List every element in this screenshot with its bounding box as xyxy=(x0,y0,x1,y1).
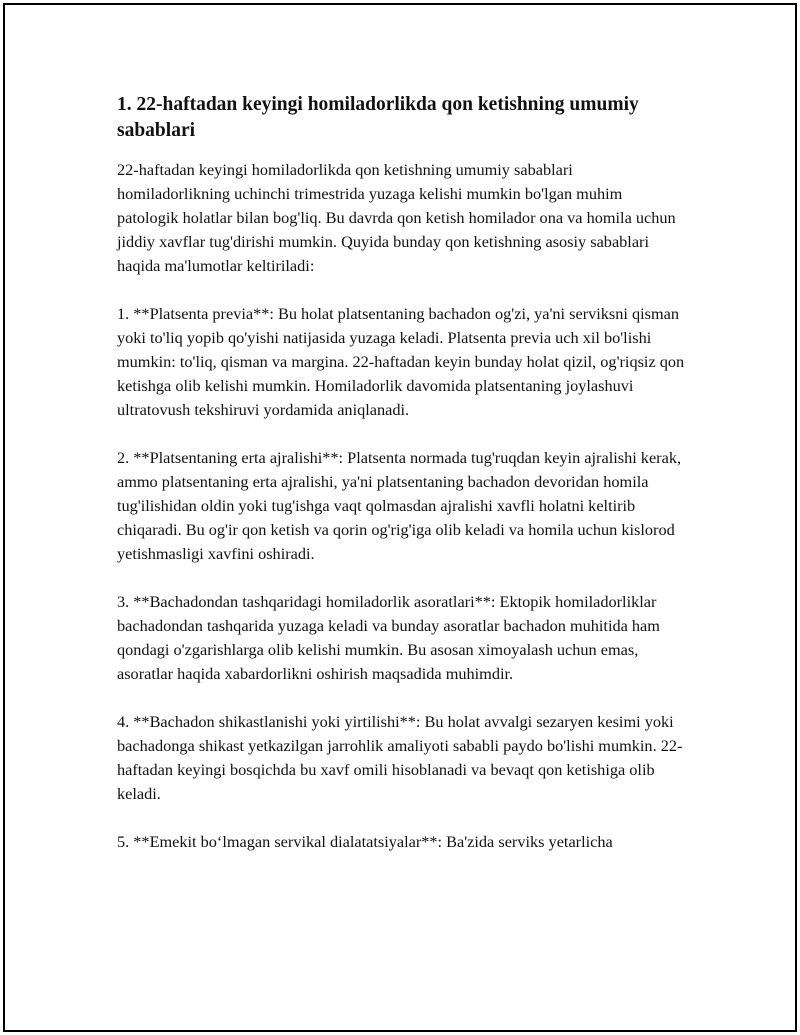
list-item-platsenta-previa: 1. **Platsenta previa**: Bu holat platsentaning bachadon og'zi, ya'ni serviksni qisman yoki to'liq yopib qo'yishi natijasida yuzaga keladi. Platsenta previa uch xil bo'lishi mumkin: to'liq, qisman va margina. 22-haftadan keyin bunday holat qizil, og'riqsiz qon ketishga olib kelishi mumkin. Homiladorlik davomida platsentaning joylashuvi ultratovush tekshiruvi yordamida aniqlanadi. xyxy=(117,304,685,419)
list-item-servikal: 5. **Emekit bo‘lmagan servikal dialatatsiyalar**: Ba'zida serviks yetarlicha xyxy=(117,832,613,851)
list-item-yirtilish: 4. **Bachadon shikastlanishi yoki yirtilishi**: Bu holat avvalgi sezaryen kesimi yoki bachadonga shikast yetkazilgan jarrohlik amaliyoti sababli paydo bo'lishi mumkin. 22-haftadan keyingi bosqichda bu xavf omili hisoblanadi va bevaqt qon ketishiga olib keladi. xyxy=(117,712,683,803)
document-body xyxy=(117,92,685,878)
intro-paragraph: 22-haftadan keyingi homiladorlikda qon ketishning umumiy sabablari homiladorlikning uchinchi trimestrida yuzaga kelishi mumkin bo'lgan muhim patologik holatlar bilan bog'liq. Bu davrda qon ketish homilador ona va homila uchun jiddiy xavflar tug'dirishi mumkin. Quyida bunday qon ketishning asosiy sabablari haqida ma'lumotlar keltiriladi: xyxy=(117,160,676,275)
section-heading: 1. 22-haftadan keyingi homiladorlikda qon ketishning umumiy sabablari xyxy=(117,94,639,141)
list-item-ektopik: 3. **Bachadondan tashqaridagi homiladorlik asoratlari**: Ektopik homiladorliklar bachadondan tashqarida yuzaga keladi va bunday asoratlar bachadon muhitida ham qondagi o'zgarishlarga olib kelishi mumkin. Bu asosan ximoyalash uchun emas, asoratlar haqida xabardorlikni oshirish maqsadida muhimdir. xyxy=(117,592,660,683)
list-item-erta-ajralish: 2. **Platsentaning erta ajralishi**: Platsenta normada tug'ruqdan keyin ajralishi kerak, ammo platsentaning erta ajralishi, ya'ni platsentaning bachadon devoridan homila tug'ilishidan oldin yoki tug'ishga vaqt qolmasdan ajralishi xavfli holatni keltirib chiqaradi. Bu og'ir qon ketish va qorin og'rig'iga olib keladi va homila uchun kislorod yetishmasligi xavfini oshiradi. xyxy=(117,448,682,563)
